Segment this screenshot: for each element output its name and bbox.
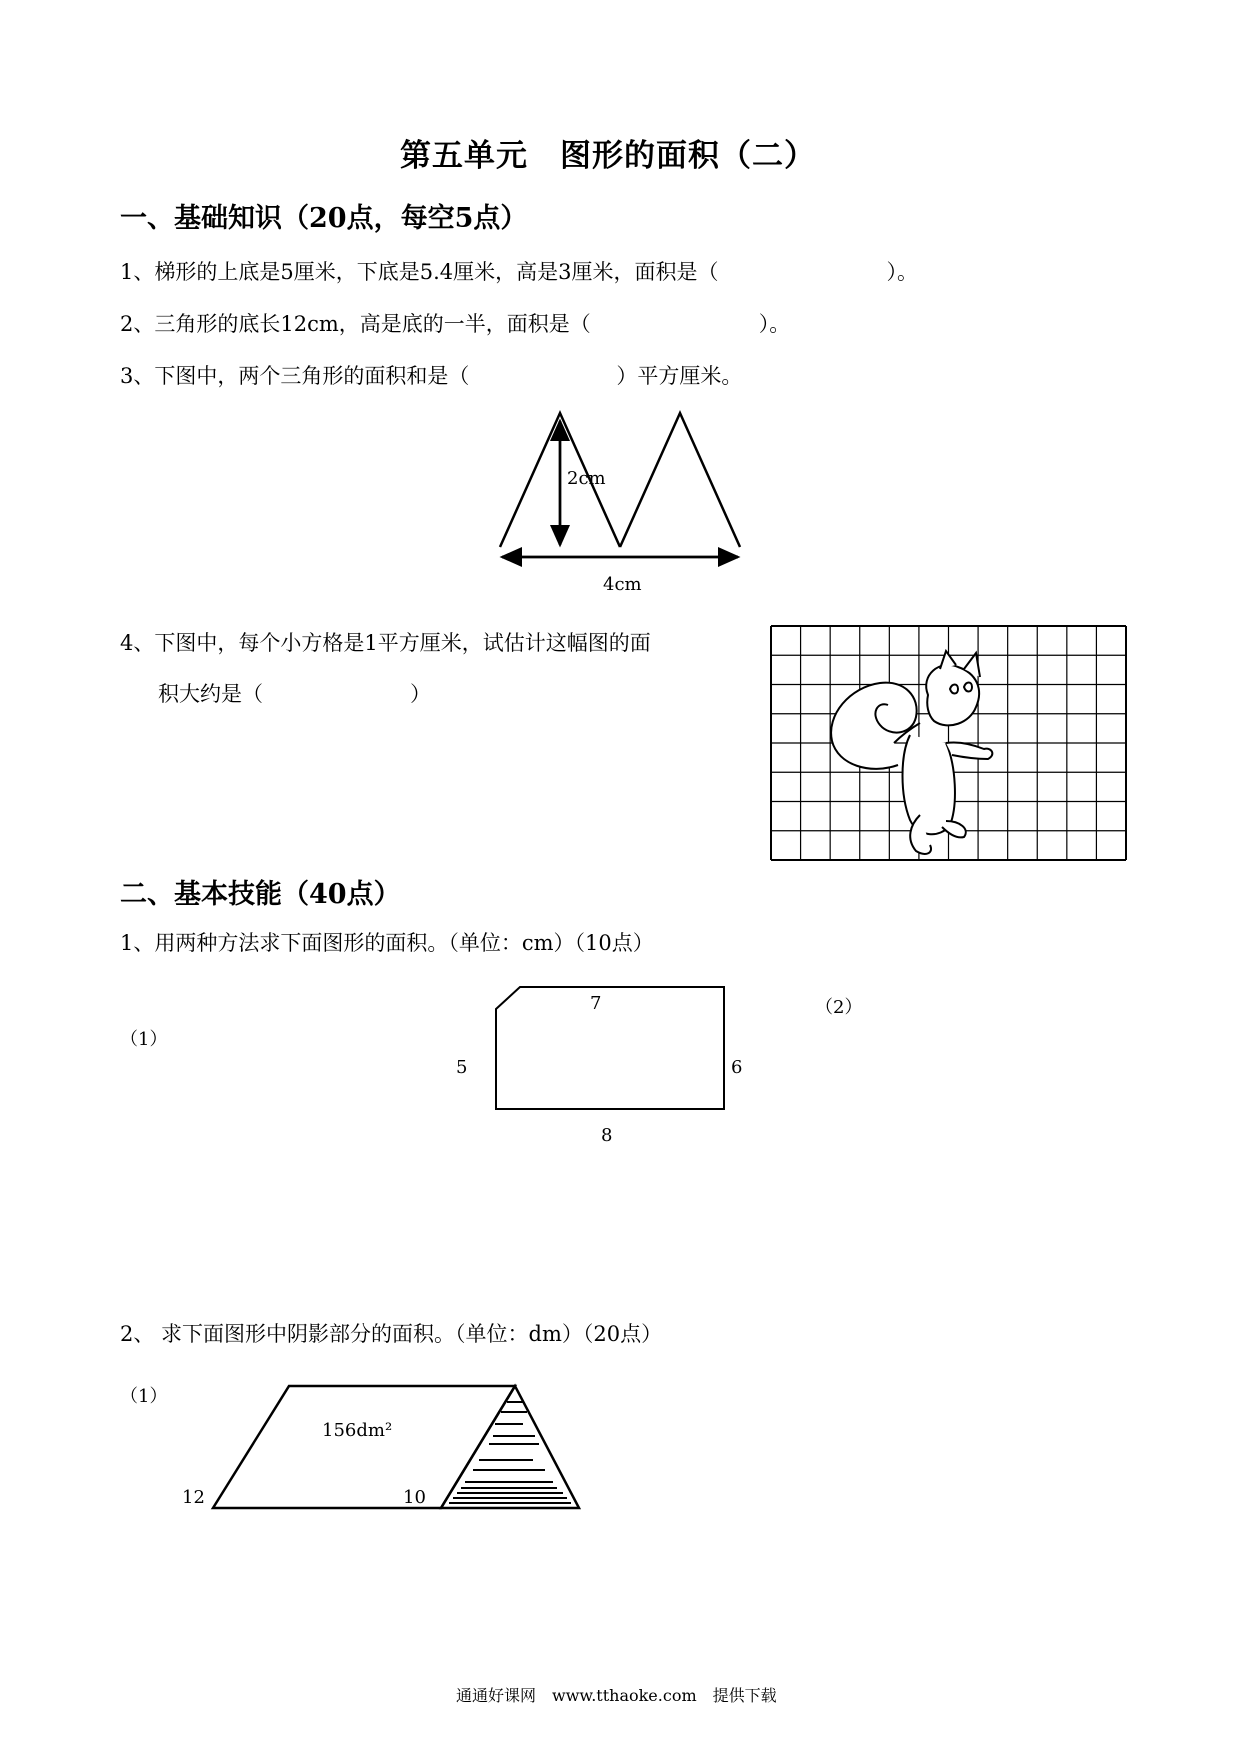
two-triangles-figure: [490, 405, 755, 590]
triangle: [441, 1386, 579, 1508]
question-1-4-line1: 4、下图中，每个小方格是1平方厘米，试估计这幅图的面: [120, 631, 651, 655]
cut-corner-rectangle-figure: [490, 985, 730, 1115]
question-2-2: 2、 求下面图形中阴影部分的面积。（单位：dm）（20点）: [120, 1322, 663, 1346]
question-1-3: 3、下图中，两个三角形的面积和是（ ）平方厘米。: [120, 364, 743, 388]
question-2-1: 1、用两种方法求下面图形的面积。（单位：cm）（10点）: [120, 931, 654, 955]
side-label-top: 7: [590, 993, 602, 1014]
part-1-label: （1）: [120, 1029, 168, 1050]
right-triangle: [620, 413, 740, 547]
q2-part-1-label: （1）: [120, 1386, 168, 1407]
height-label: 2cm: [567, 468, 606, 489]
parallelogram-side-label: 12: [182, 1487, 205, 1508]
side-label-right: 6: [731, 1057, 743, 1078]
shading-lines: [449, 1402, 571, 1503]
height-label-10: 10: [403, 1487, 426, 1508]
footer-credit: 通通好课网 www.tthaoke.com 提供下载: [456, 1686, 777, 1705]
side-label-left: 5: [456, 1057, 468, 1078]
squirrel-illustration: [831, 651, 992, 854]
side-label-bottom: 8: [601, 1125, 613, 1146]
section-heading-basic-skills: 二、基本技能（40点）: [120, 879, 401, 910]
area-label: 156dm²: [322, 1420, 393, 1441]
square-grid-figure: [770, 625, 1127, 861]
parallelogram-triangle-figure: [205, 1380, 595, 1515]
page-title: 第五单元 图形的面积（二）: [400, 138, 816, 174]
part-2-label: （2）: [815, 997, 863, 1018]
parallelogram: [213, 1386, 515, 1508]
question-1-4-line2: 积大约是（ ）: [158, 682, 431, 706]
question-1-2: 2、三角形的底长12cm，高是底的一半，面积是（ ）。: [120, 312, 791, 336]
question-1-1: 1、梯形的上底是5厘米，下底是5.4厘米，高是3厘米，面积是（ ）。: [120, 260, 918, 284]
base-label: 4cm: [603, 574, 642, 595]
section-heading-basic-knowledge: 一、基础知识（20点，每空5点）: [120, 203, 528, 234]
